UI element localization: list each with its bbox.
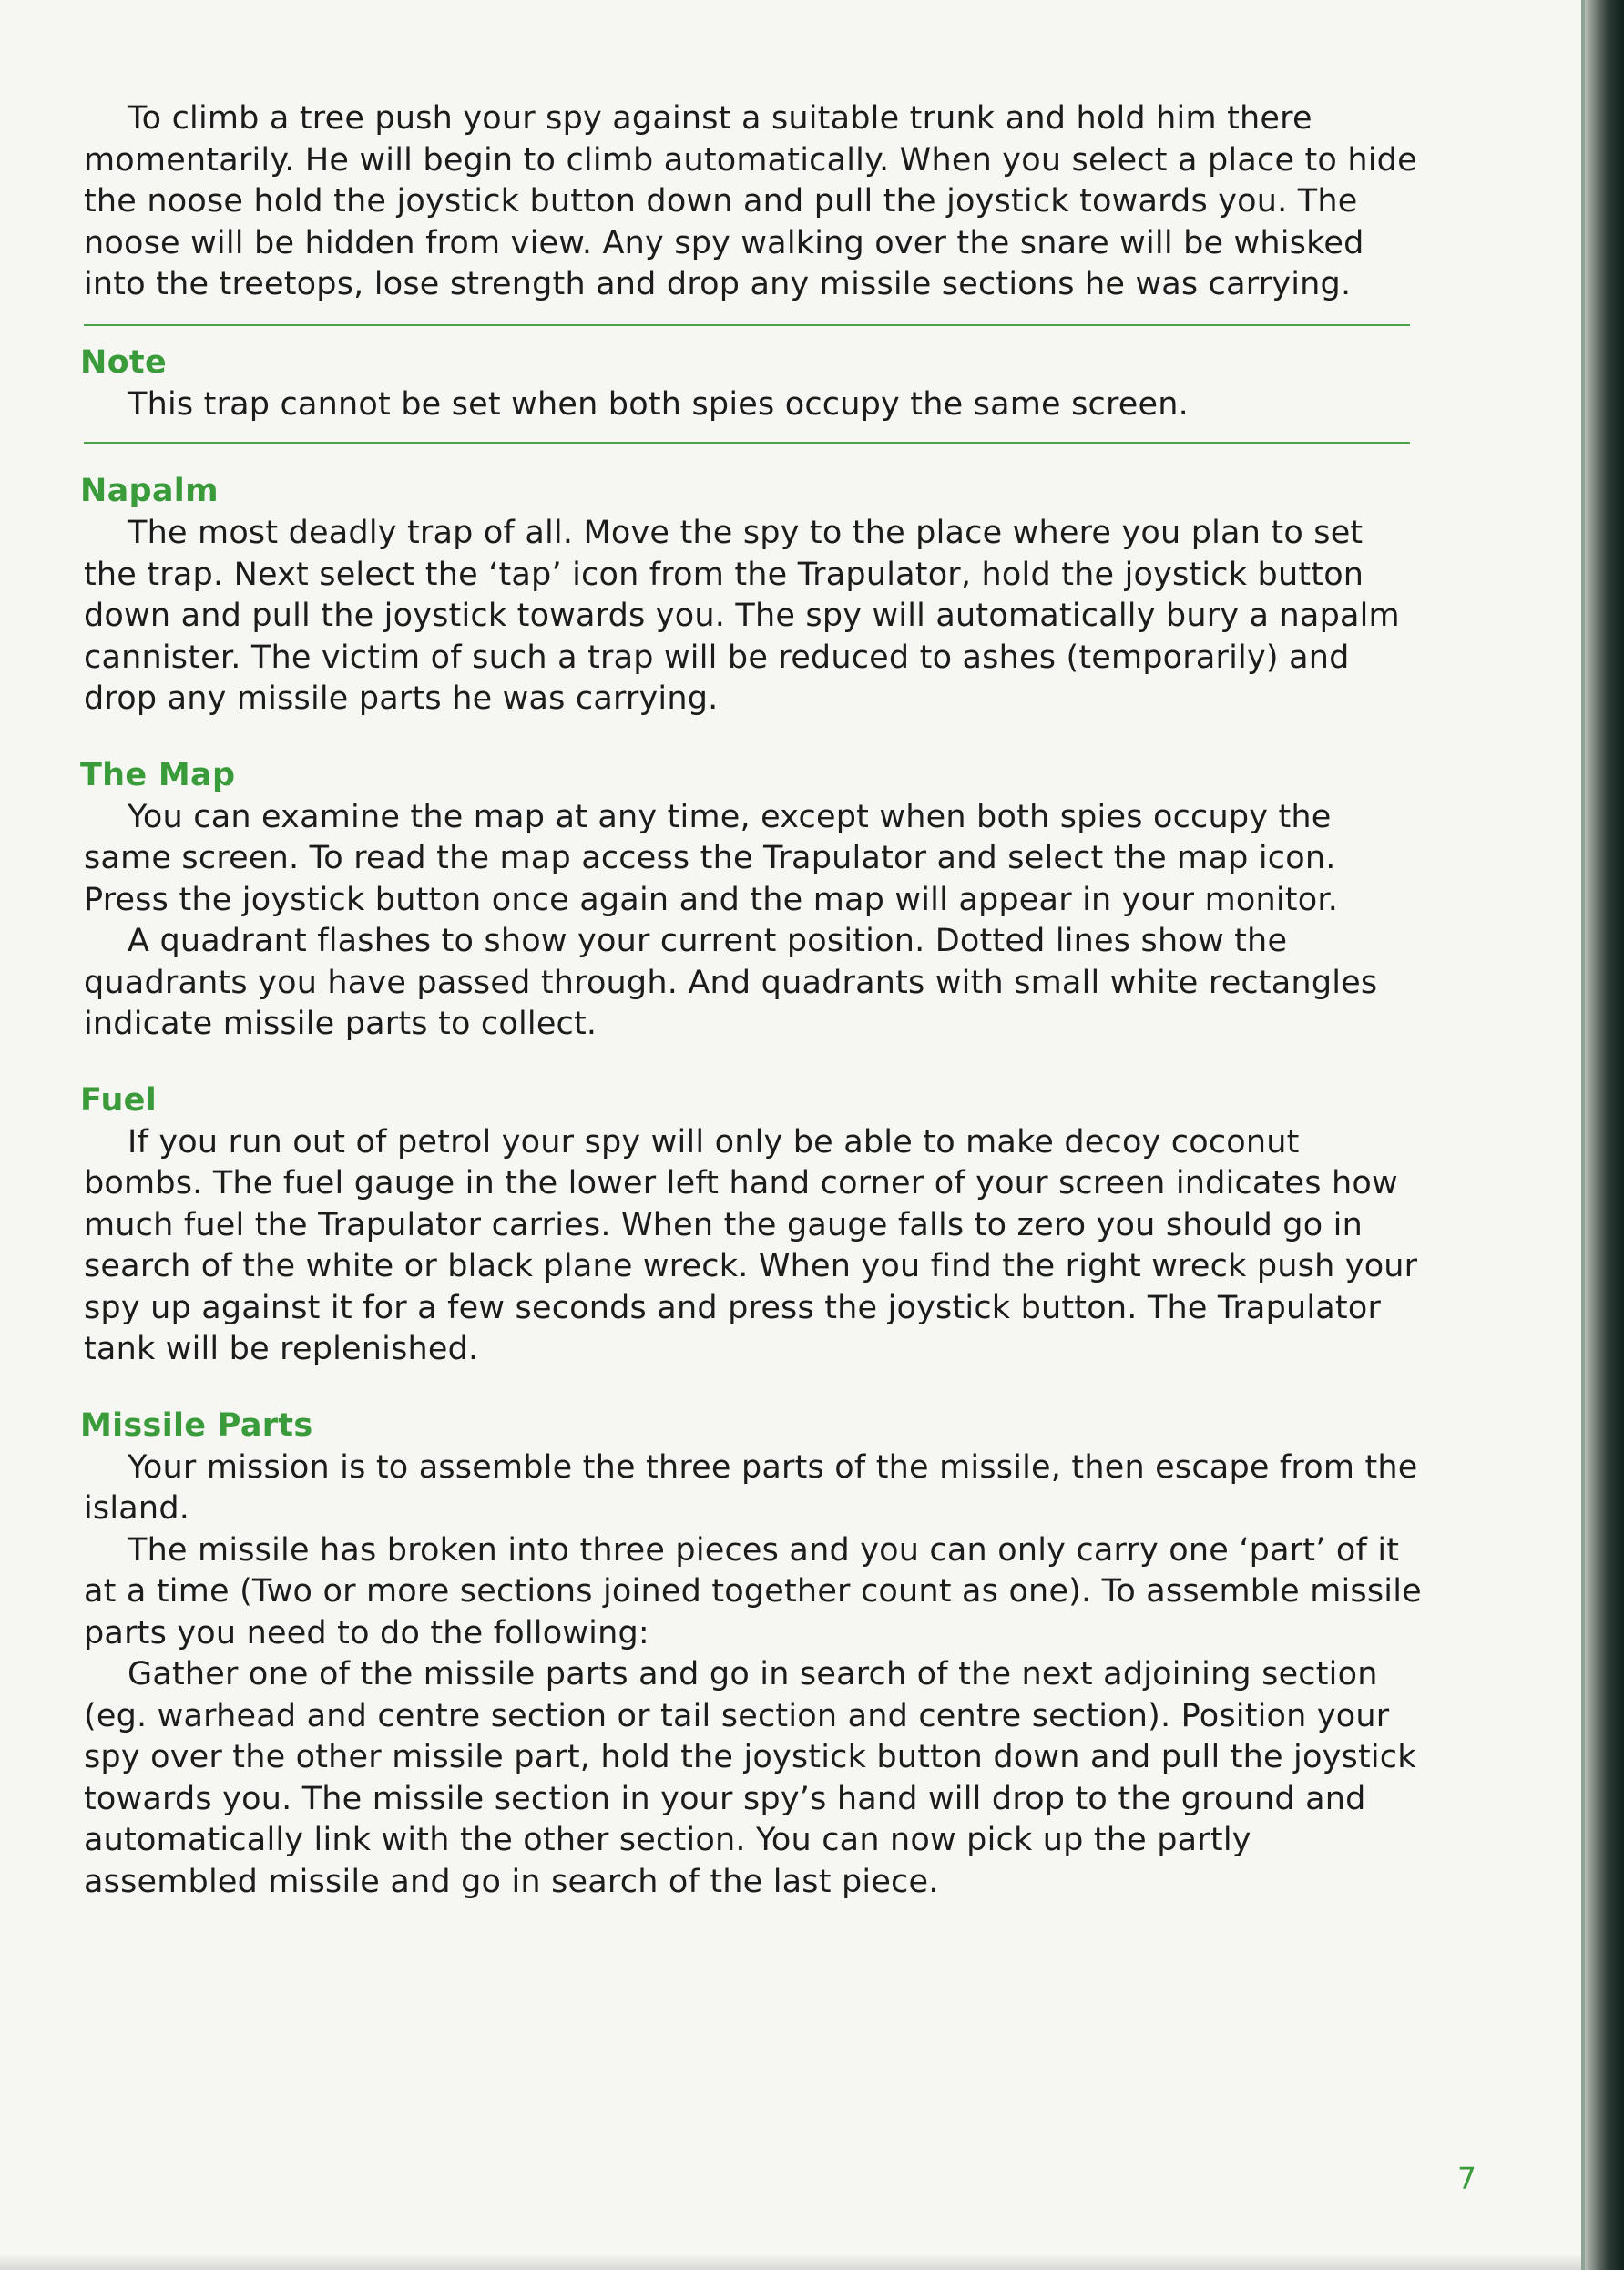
page-number: 7: [1457, 2161, 1476, 2196]
fuel-heading: Fuel: [80, 1081, 158, 1119]
note-heading: Note: [80, 343, 168, 381]
missile-paragraph-1: Your mission is to assemble the three parts of the missile, then escape from the island.: [84, 1448, 1418, 1527]
page-bottom-shadow: [0, 2254, 1585, 2270]
map-paragraph-1: You can examine the map at any time, except when both spies occupy the same screen. To read the map access the Trapulator and select the map icon. Press the joystick button once again and the map will appear in your monitor.: [84, 798, 1339, 918]
binding-spine: [1585, 0, 1624, 2270]
missile-parts-heading: Missile Parts: [80, 1406, 313, 1444]
missile-paragraph-2: The missile has broken into three pieces and you can only carry one ‘part’ of it at a time (Two or more sections joined together count as one). To assemble missile parts you need to do the following:: [84, 1531, 1422, 1651]
page-content: [80, 98, 1423, 1903]
note-paragraph: This trap cannot be set when both spies occupy the same screen.: [128, 385, 1189, 423]
fuel-paragraph: If you run out of petrol your spy will only be able to make decoy coconut bombs. The fuel gauge in the lower left hand corner of your screen indicates how much fuel the Trapulator carries. When the gauge falls to zero you should go in search of the white or black plane wreck. When you find the right wreck push your spy up against it for a few seconds and press the joystick button. The Trapulator tank will be replenished.: [84, 1123, 1418, 1367]
napalm-paragraph: The most deadly trap of all. Move the spy to the place where you plan to set the trap. Next select the ‘tap’ icon from the Trapulator, hold the joystick button down and pull the joystick towards you. The spy will automatically bury a napalm cannister. The victim of such a trap will be reduced to ashes (temporarily) and drop any missile parts he was carrying.: [84, 515, 1400, 717]
napalm-heading: Napalm: [80, 473, 219, 509]
map-heading: The Map: [80, 756, 236, 793]
missile-paragraph-3: Gather one of the missile parts and go in search of the next adjoining section (eg. warhead and centre section or tail section and centre section). Position your spy over the other missile part, hold the joystick button down and pull the joystick towards you. The missile section in your spy’s hand will drop to the ground and automatically link with the other section. You can now pick up the partly assembled missile and go in search of the last piece.: [84, 1656, 1416, 1900]
map-paragraph-2: A quadrant flashes to show your current position. Dotted lines show the quadrants you have passed through. And quadrants with small white rectangles indicate missile parts to collect.: [84, 923, 1378, 1042]
intro-paragraph: To climb a tree push your spy against a suitable trunk and hold him there momentarily. He will begin to climb automatically. When you select a place to hide the noose hold the joystick button down and pull the joystick towards you. The noose will be hidden from view. Any spy walking over the snare will be whisked into the treetops, lose strength and drop any missile sections he was carrying.: [84, 100, 1417, 302]
